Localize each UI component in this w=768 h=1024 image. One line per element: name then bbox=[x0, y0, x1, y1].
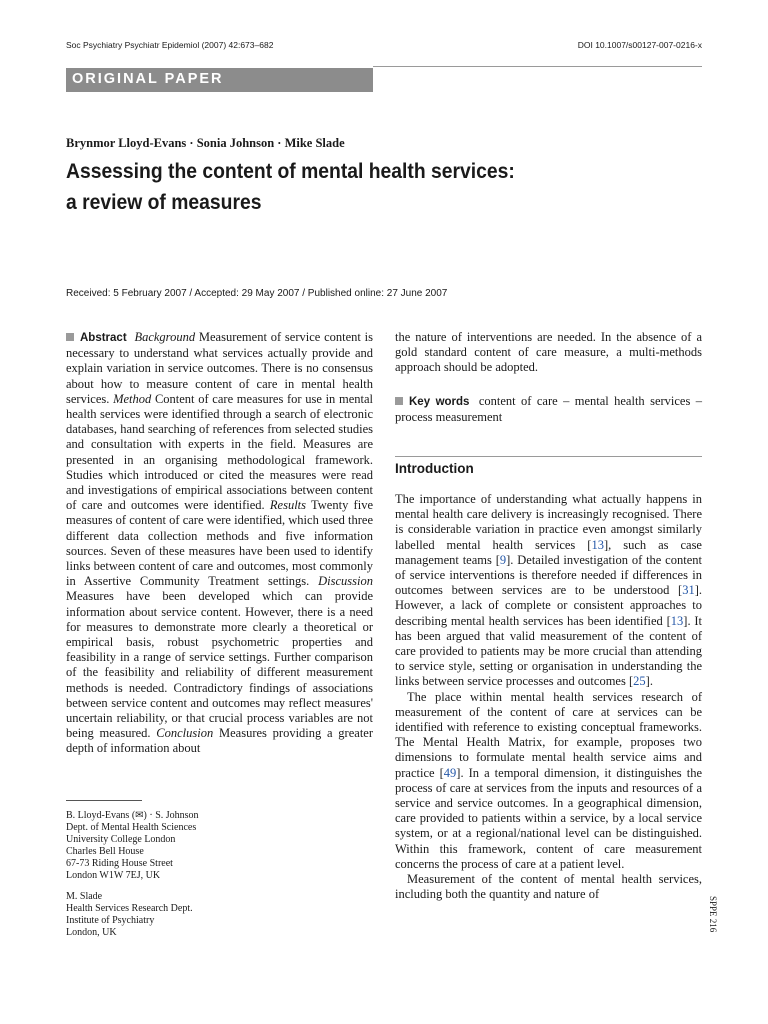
title-line-1: Assessing the content of mental health services: bbox=[66, 160, 515, 183]
affiliation-line: London, UK bbox=[66, 927, 117, 938]
results-label: Results bbox=[269, 498, 306, 513]
citation-link[interactable]: 49 bbox=[443, 765, 457, 780]
conclusion-text: Measures providing a greater depth of information about bbox=[66, 726, 373, 756]
introduction-body bbox=[395, 492, 702, 902]
method-label: Method bbox=[113, 391, 152, 406]
citation-link[interactable]: 9 bbox=[499, 552, 507, 567]
keywords-text: content of care – mental health services – process measurement bbox=[395, 393, 702, 424]
intro-paragraph-2: The place within mental health services research of measurement of the content of care at services can be identified with reference to existing conceptual frameworks. The Mental Health Matrix, for example, proposes two dimensions to formulate mental health service aims and practice [49]. In a temporal dimension, it distinguishes the process of care at services from the inputs and resources of a service and service outcomes. In a geographical dimension, care provided to patients within a service, by a local service system, or at a regional/national level can be distinguished. Within this framework, content of care measurement concerns the process of care at a patient level. bbox=[395, 689, 702, 871]
article-category-band: ORIGINAL PAPER bbox=[66, 68, 373, 92]
intro-text: , such as case management teams bbox=[395, 537, 702, 567]
affiliation-line: Health Services Research Dept. bbox=[66, 903, 193, 914]
header-rule bbox=[373, 66, 702, 67]
keywords bbox=[395, 394, 702, 425]
intro-text: . Detailed investigation of the content of service interventions is therefore needed if differences in outcomes between services are to be understood bbox=[395, 552, 702, 598]
intro-text: The importance of understanding what actually happens in mental health care delivery is increasingly recognised. There is considerable variation in practice even amongst similarly labelled mental health services bbox=[395, 492, 702, 552]
doi-link[interactable]: DOI 10.1007/s00127-007-0216-x bbox=[577, 40, 702, 50]
intro-text: . In a temporal dimension, it distinguishes the process of care at services from the inputs and resources of a service and service outcomes. In a geographical dimension, care provided to patients within a service, by a local service system, or at a regional/national level can be distinguished. Within this framework, content of care measurement concerns the process of care at a patient level. bbox=[395, 765, 702, 871]
affiliation-line: M. Slade bbox=[66, 891, 103, 902]
background-text: Measurement of service content is necessary to understand what services actually provide and explain variation in service outcomes. There is no consensus about how to measure content of care in mental health services. bbox=[66, 330, 374, 406]
affiliation-line: 67-73 Riding House Street bbox=[66, 858, 173, 869]
discussion-text: Measures have been developed which can provide information about service content. However, there is a need for measures to demonstrate more clearly a theoretical or empirical basis, robust psychometric properties and feasibility in a range of service settings. Further comparison of the feasibility and reliability of different measurement methods is needed. Contradictory findings of associations between service content and outcomes may reflect measures' uncertain reliability, or that crucial process variables are not being measured. bbox=[66, 589, 373, 741]
right-column bbox=[395, 330, 702, 425]
affiliation-line: B. Lloyd-Evans (✉) · S. Johnson bbox=[66, 810, 199, 821]
citation-link[interactable]: 13 bbox=[670, 613, 684, 628]
citation-link[interactable]: 31 bbox=[682, 583, 695, 598]
abstract bbox=[66, 330, 373, 757]
affiliations bbox=[66, 810, 199, 939]
affiliation-line: Dept. of Mental Health Sciences bbox=[66, 822, 197, 833]
article-title bbox=[66, 156, 655, 218]
side-code: SPPE 216 bbox=[708, 896, 718, 933]
affiliation-line: Charles Bell House bbox=[66, 846, 144, 857]
abstract-square-icon bbox=[66, 333, 74, 341]
discussion-label: Discussion bbox=[318, 574, 373, 589]
keywords-square-icon bbox=[395, 397, 403, 405]
intro-paragraph-1: The importance of understanding what actually happens in mental health care delivery is increasingly recognised. There is considerable variation in practice even amongst similarly labelled mental health services [13], such as case management teams [9]. Detailed investigation of the content of service interventions is therefore needed if differences in outcomes between services are to be understood [31]. However, a lack of complete or consistent approaches to describing mental health services has been identified [13]. It has been argued that valid measurement of the content of care provided to patients may be more crucial than attending to service style, setting or organisation in understanding the links between service processes and outcomes [25]. bbox=[395, 492, 703, 689]
intro-paragraph-3: Measurement of the content of mental health services, including both the quantity and nature of bbox=[395, 872, 702, 902]
results-text: Twenty five measures of content of care were identified, which used three different data collection methods and five information sources. Seven of these measures have been used to identify links between content of care and outcomes, most commonly in Assertive Community Treatment settings. bbox=[66, 498, 373, 589]
section-rule bbox=[395, 456, 702, 457]
section-heading-introduction: Introduction bbox=[395, 461, 474, 476]
affiliation-line: Institute of Psychiatry bbox=[66, 915, 155, 926]
citation-link[interactable]: 13 bbox=[591, 537, 604, 552]
affiliation-line: University College London bbox=[66, 834, 176, 845]
author-list: Brynmor Lloyd-Evans · Sonia Johnson · Mike Slade bbox=[66, 136, 345, 150]
intro-text: The place within mental health services research of measurement of the content of care at services can be identified with reference to existing conceptual frameworks. The Mental Health Matrix, for example, proposes two dimensions to formulate mental health service aims and practice bbox=[395, 689, 702, 780]
affiliation-gap bbox=[66, 882, 199, 891]
title-line-2: a review of measures bbox=[66, 191, 262, 214]
citation-link[interactable]: 25 bbox=[633, 674, 646, 689]
intro-text: . It has been argued that valid measurement of the content of care provided to patients may be more crucial than attending to service style, setting or organisation in understanding the links between service processes and outcomes bbox=[395, 613, 703, 689]
abstract-continuation: the nature of interventions are needed. In the absence of a gold standard content of care measure, a multi-methods approach should be adopted. bbox=[395, 330, 702, 375]
background-label: Background bbox=[134, 330, 196, 344]
left-column bbox=[66, 330, 373, 757]
affiliation-line: London W1W 7EJ, UK bbox=[66, 870, 161, 881]
abstract-label: Abstract bbox=[80, 332, 127, 344]
method-text: Content of care measures for use in mental health services were identified through a search of electronic databases, hand searching of references from selected studies and consultation with experts in the field. Measures are presented in an organising methodological framework. Studies which introduced or cited the measures were read and investigations of empirical associations between content of care and outcomes were identified. bbox=[66, 391, 374, 513]
conclusion-label: Conclusion bbox=[156, 726, 214, 741]
affiliation-rule bbox=[66, 800, 142, 801]
keywords-label: Key words bbox=[409, 395, 470, 408]
intro-text: . However, a lack of complete or consistent approaches to describing mental health services has been identified bbox=[395, 583, 703, 628]
publication-dates: Received: 5 February 2007 / Accepted: 29 May 2007 / Published online: 27 June 2007 bbox=[66, 288, 448, 299]
intro-text: . bbox=[649, 674, 653, 689]
journal-citation: Soc Psychiatry Psychiatr Epidemiol (2007) 42:673–682 bbox=[66, 40, 274, 50]
